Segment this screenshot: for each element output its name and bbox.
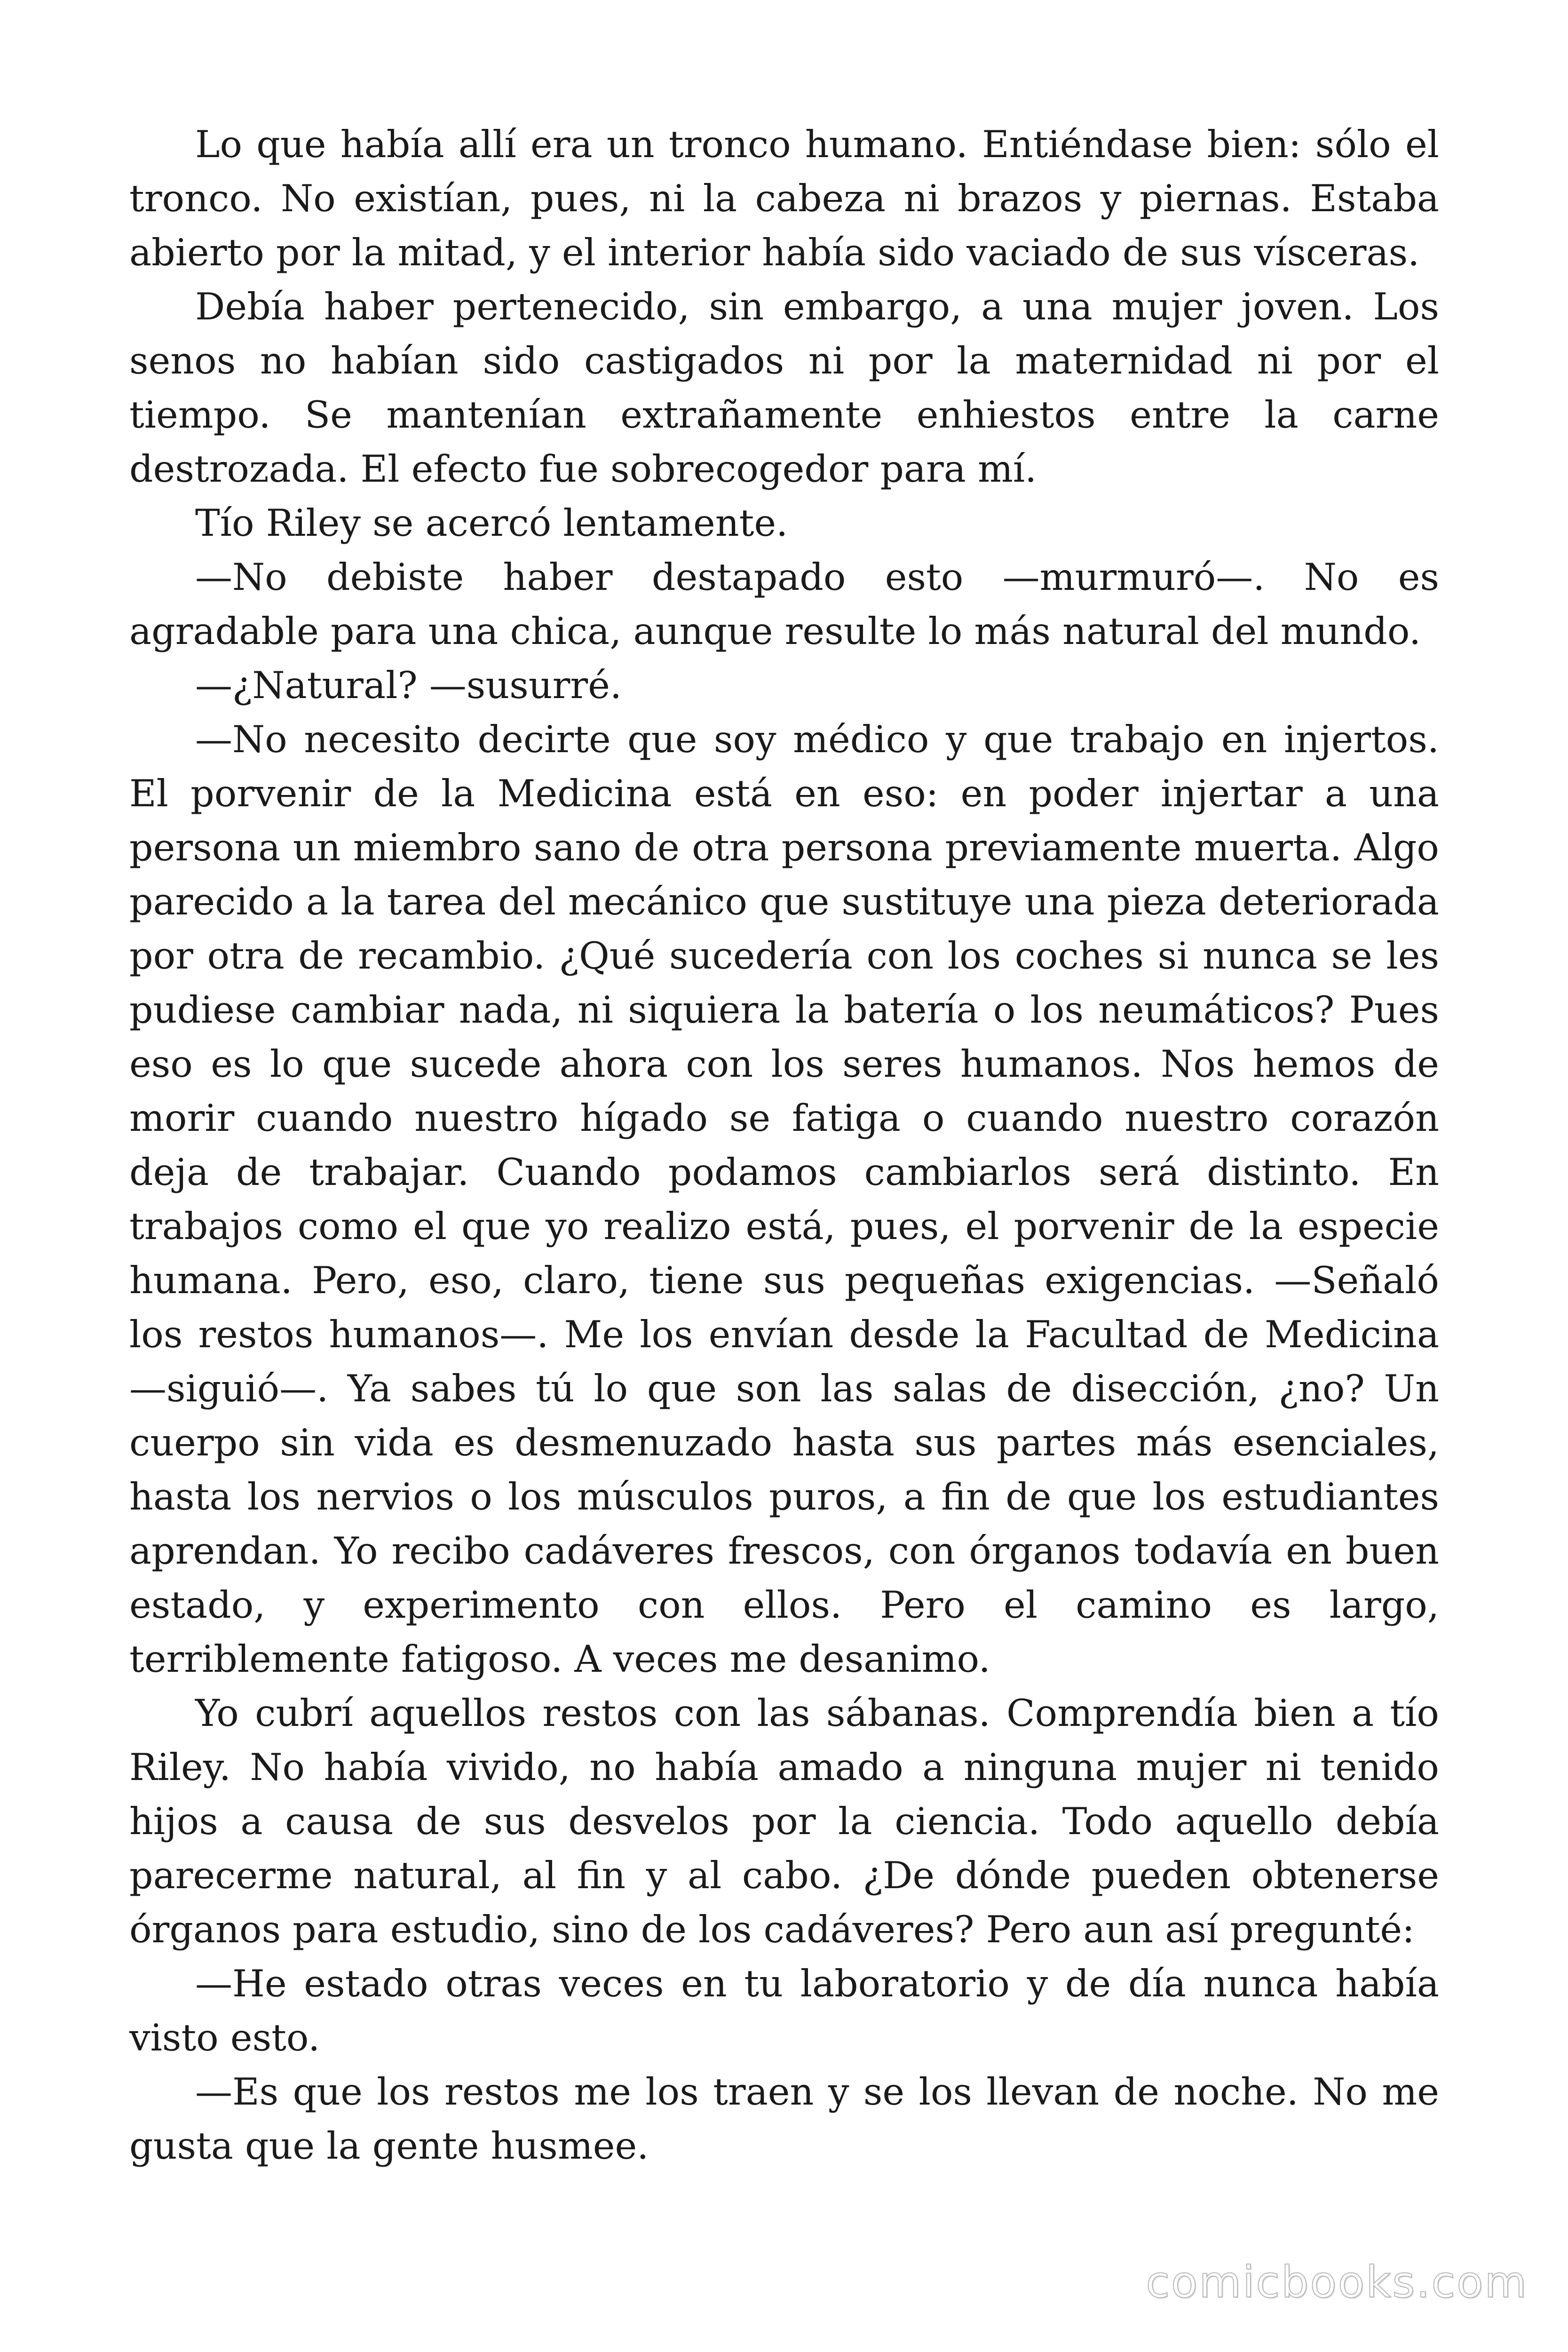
paragraph-3: Tío Riley se acercó lentamente. xyxy=(195,501,788,545)
body-text xyxy=(129,118,1439,2173)
paragraph-8: —He estado otras veces en tu laboratorio y de día nunca había visto esto. xyxy=(129,1962,1439,2059)
paragraph-7: Yo cubrí aquellos restos con las sábanas. Comprendía bien a tío Riley. No había vivido, no había amado a ninguna mujer ni tenido hijos a causa de sus desvelos por la ciencia. Todo aquello debía parecerme natural, al fin y al cabo. ¿De dónde pueden obtenerse órganos para estudio, sino de los cadáveres? Pero aun así pregunté: xyxy=(129,1692,1439,1951)
paragraph-9: —Es que los restos me los traen y se los llevan de noche. No me gusta que la gente husmee. xyxy=(129,2070,1439,2168)
paragraph-1: Lo que había allí era un tronco humano. Entiéndase bien: sólo el tronco. No existían, pues, ni la cabeza ni brazos y piernas. Estaba abierto por la mitad, y el interior había sido vaciado de sus vísceras. xyxy=(129,123,1439,274)
watermark: comicbooks.com xyxy=(1146,2257,1528,2307)
paragraph-4: —No debiste haber destapado esto —murmuró—. No es agradable para una chica, aunque resulte lo más natural del mundo. xyxy=(129,556,1439,653)
paragraph-5: —¿Natural? —susurré. xyxy=(195,664,622,707)
paragraph-2: Debía haber pertenecido, sin embargo, a una mujer joven. Los senos no habían sido castigados ni por la maternidad ni por el tiempo. Se mantenían extrañamente enhiestos entre la carne destrozada. El efecto fue sobrecogedor para mí. xyxy=(129,285,1439,491)
paragraph-6: —No necesito decirte que soy médico y que trabajo en injertos. El porvenir de la Medicina está en eso: en poder injertar a una persona un miembro sano de otra persona previamente muerta. Algo parecido a la tarea del mecánico que sustituye una pieza deteriorada por otra de recambio. ¿Qué sucedería con los coches si nunca se les pudiese cambiar nada, ni siquiera la batería o los neumáticos? Pues eso es lo que sucede ahora con los seres humanos. Nos hemos de morir cuando nuestro hígado se fatiga o cuando nuestro corazón deja de trabajar. Cuando podamos cambiarlos será distinto. En trabajos como el que yo realizo está, pues, el porvenir de la especie humana. Pero, eso, claro, tiene sus pequeñas exigencias. —Señaló los restos humanos—. Me los envían desde la Facultad de Medicina —siguió—. Ya sabes tú lo que son las salas de disección, ¿no? Un cuerpo sin vida es desmenuzado hasta sus partes más esenciales, hasta los nervios o los músculos puros, a fin de que los estudiantes aprendan. Yo recibo cadáveres frescos, con órganos todavía en buen estado, y experimento con ellos. Pero el camino es largo, terriblemente fatigoso. A veces me desanimo. xyxy=(129,718,1439,1681)
